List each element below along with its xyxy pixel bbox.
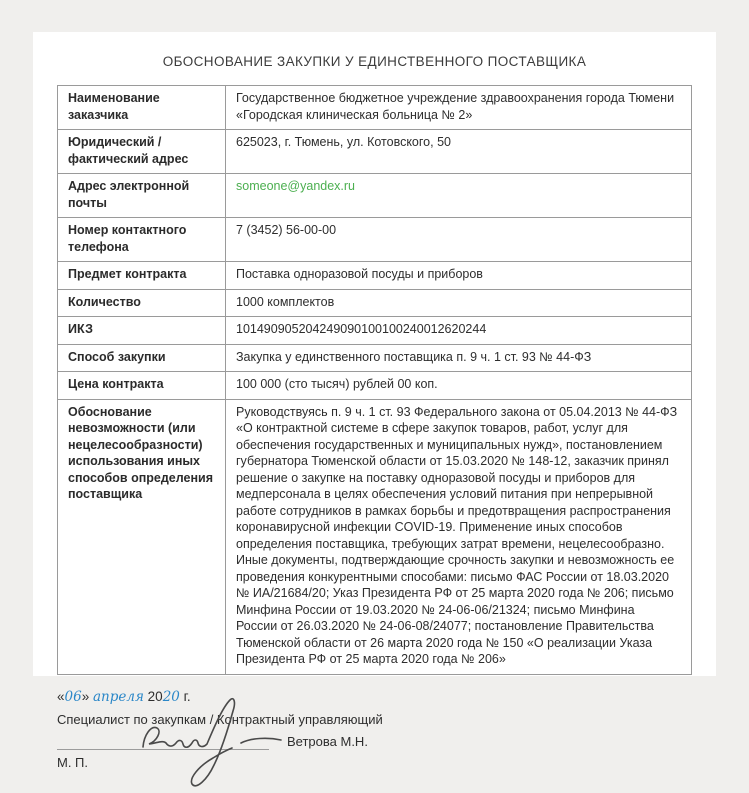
table-row-purchase-method <box>58 344 692 372</box>
row-value: 101490905204249090100100240012620244 <box>226 317 692 345</box>
document-card <box>33 32 716 770</box>
signature-row <box>57 733 692 750</box>
justification-paragraph-1: Руководствуясь п. 9 ч. 1 ст. 93 Федерального закона от 05.04.2013 № 44-ФЗ «О контрактной системе в сфере закупок товаров, работ, услуг для обеспечения государственных и муниципальных нужд», постановлением губернатора Тюменской области от 15.03.2020 № 148-12, заказчик принял решение о закупке на поставку одноразовой посуды и приборов для медперсонала в целях обеспечения условий питания при непрерывной работе сотрудников в рамках борьбы и предотвращения распространения коронавирусной инфекции COVID-19. Применение иных способов определения поставщика, требующих затрат времени, нецелесообразно. <box>236 404 678 551</box>
date-suffix: г. <box>183 688 191 704</box>
table-row-contract-subject <box>58 262 692 290</box>
table-row-contract-price <box>58 372 692 400</box>
row-value: 625023, г. Тюмень, ул. Котовского, 50 <box>226 130 692 174</box>
table-row-justification <box>58 399 692 674</box>
justification-table <box>57 85 692 675</box>
row-value: Государственное бюджетное учреждение здравоохранения города Тюмени «Городская клиническая больница № 2» <box>226 86 692 130</box>
table-row-customer-name <box>58 86 692 130</box>
row-label: Наименование заказчика <box>58 86 226 130</box>
row-label: Предмет контракта <box>58 262 226 290</box>
date-close-quote: » <box>81 688 90 704</box>
row-label: ИКЗ <box>58 317 226 345</box>
table-row-legal-address <box>58 130 692 174</box>
date-year-printed: 20 <box>147 688 163 704</box>
document-footer <box>57 689 692 770</box>
signature-line <box>57 733 269 750</box>
row-value: 7 (3452) 56-00-00 <box>226 218 692 262</box>
stamp-placeholder: М. П. <box>57 754 89 770</box>
email-link[interactable]: someone@yandex.ru <box>226 174 692 218</box>
row-label: Юридический / фактический адрес <box>58 130 226 174</box>
date-month-filled: апреля <box>92 688 144 705</box>
justification-paragraph-2: Иные документы, подтверждающие срочность закупки и невозможность ее проведения конкурентными способами: письмо ФАС России от 18.03.2020 № ИА/21684/20; Указ Президента РФ от 25 марта 2020 года № 206; письмо Минфина России от 19.03.2020 № 24-06-06/21324; письмо Минфина России от 26.03.2020 № 24-06-08/24077; постановление Правительства Тюменской области от 26 марта 2020 года № 150 «О реализации Указа Президента РФ от 25 марта 2020 года № 206» <box>236 553 675 666</box>
signer-name: Ветрова М.Н. <box>287 733 368 749</box>
signer-roles: Специалист по закупкам / Контрактный управляющий <box>57 711 383 727</box>
date-day-filled: 06 <box>64 688 82 705</box>
row-label: Номер контактного телефона <box>58 218 226 262</box>
row-label: Количество <box>58 289 226 317</box>
row-value: Закупка у единственного поставщика п. 9 ч. 1 ст. 93 № 44-ФЗ <box>226 344 692 372</box>
table-row-quantity <box>58 289 692 317</box>
date-line <box>57 689 692 705</box>
table-row-phone <box>58 218 692 262</box>
table-row-email <box>58 174 692 218</box>
page-title: ОБОСНОВАНИЕ ЗАКУПКИ У ЕДИНСТВЕННОГО ПОСТАВЩИКА <box>162 54 587 69</box>
row-label: Способ закупки <box>58 344 226 372</box>
row-value <box>226 399 692 674</box>
row-value: 100 000 (сто тысяч) рублей 00 коп. <box>226 372 692 400</box>
date-year-filled: 20 <box>162 688 180 705</box>
row-label: Цена контракта <box>58 372 226 400</box>
row-value: 1000 комплектов <box>226 289 692 317</box>
row-label: Адрес электронной почты <box>58 174 226 218</box>
row-label: Обоснование невозможности (или нецелесообразности) использования иных способов определения поставщика <box>58 399 226 674</box>
row-value: Поставка одноразовой посуды и приборов <box>226 262 692 290</box>
date-open-quote: « <box>57 688 65 704</box>
table-row-ikz <box>58 317 692 345</box>
signature-area <box>57 733 692 770</box>
